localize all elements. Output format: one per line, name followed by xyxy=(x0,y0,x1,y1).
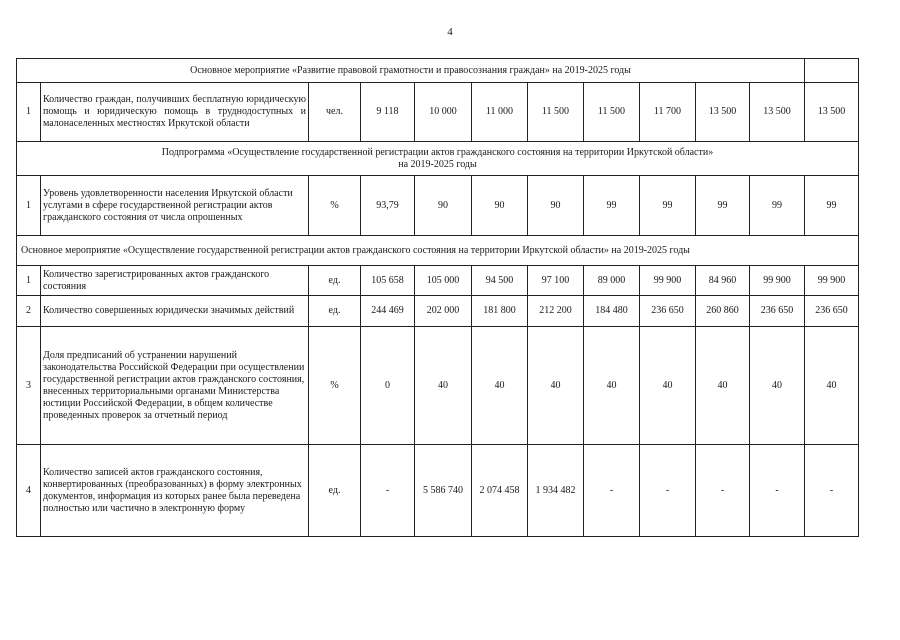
value-cell: 184 480 xyxy=(584,296,640,327)
value-cell: 99 xyxy=(805,176,859,236)
value-cell: 212 200 xyxy=(528,296,584,327)
section-title-line: на 2019-2025 годы xyxy=(398,158,477,170)
value-cell: - xyxy=(640,445,696,537)
unit-cell: чел. xyxy=(309,83,361,142)
indicator-name: Количество граждан, получивших бесплатную юридическую помощь и юридическую помощь в труднодоступных и малонаселенных местностях Иркутской области xyxy=(41,83,309,142)
row-number: 4 xyxy=(17,445,41,537)
value-cell: 1 934 482 xyxy=(528,445,584,537)
value-cell: 13 500 xyxy=(696,83,750,142)
value-cell: 13 500 xyxy=(805,83,859,142)
value-cell: 90 xyxy=(472,176,528,236)
value-cell: 236 650 xyxy=(640,296,696,327)
value-cell: 94 500 xyxy=(472,266,528,296)
value-cell: 0 xyxy=(361,327,415,445)
value-cell: 40 xyxy=(750,327,805,445)
section-title-row xyxy=(17,59,859,83)
value-cell: 97 100 xyxy=(528,266,584,296)
indicator-name: Доля предписаний об устранении нарушений законодательства Российской Федерации при осуществлении государственной регистрации актов гражданского состояния, внесенных территориальными органами Министерства юстиции Российской Федерации, в общем количестве проведенных проверок за отчетный период xyxy=(41,327,309,445)
value-cell: 5 586 740 xyxy=(415,445,472,537)
value-cell: 40 xyxy=(696,327,750,445)
value-cell: 236 650 xyxy=(750,296,805,327)
table-row xyxy=(17,445,859,537)
unit-cell: ед. xyxy=(309,296,361,327)
indicator-name: Количество зарегистрированных актов гражданского состояния xyxy=(41,266,309,296)
value-cell: 105 658 xyxy=(361,266,415,296)
indicators-table xyxy=(16,58,859,537)
value-cell: - xyxy=(361,445,415,537)
value-cell: 105 000 xyxy=(415,266,472,296)
value-cell: 260 860 xyxy=(696,296,750,327)
value-cell: - xyxy=(750,445,805,537)
indicator-name: Количество записей актов гражданского состояния, конвертированных (преобразованных) в форму электронных документов, информация из которых ранее была переведена полностью или частично в электронную форму xyxy=(41,445,309,537)
row-number: 1 xyxy=(17,176,41,236)
table-row xyxy=(17,176,859,236)
row-number: 1 xyxy=(17,83,41,142)
section-title: Основное мероприятие «Осуществление государственной регистрации актов гражданского состояния на территории Иркутской области» на 2019-2025 годы xyxy=(17,236,859,266)
value-cell: 202 000 xyxy=(415,296,472,327)
value-cell: 99 xyxy=(584,176,640,236)
table-row xyxy=(17,327,859,445)
page-number: 4 xyxy=(447,26,453,38)
value-cell: 40 xyxy=(584,327,640,445)
value-cell: 11 500 xyxy=(528,83,584,142)
unit-cell: ед. xyxy=(309,445,361,537)
section-title-row xyxy=(17,236,859,266)
section-title: Основное мероприятие «Развитие правовой грамотности и правосознания граждан» на 2019-2025 годы xyxy=(17,59,805,83)
value-cell: 11 000 xyxy=(472,83,528,142)
value-cell: 13 500 xyxy=(750,83,805,142)
empty-cell xyxy=(805,59,859,83)
value-cell: 89 000 xyxy=(584,266,640,296)
value-cell: 40 xyxy=(415,327,472,445)
section-title-row xyxy=(17,142,859,176)
value-cell: 99 xyxy=(696,176,750,236)
row-number: 3 xyxy=(17,327,41,445)
value-cell: 10 000 xyxy=(415,83,472,142)
value-cell: 181 800 xyxy=(472,296,528,327)
value-cell: - xyxy=(805,445,859,537)
unit-cell: % xyxy=(309,176,361,236)
value-cell: 90 xyxy=(415,176,472,236)
value-cell: 244 469 xyxy=(361,296,415,327)
indicator-name: Уровень удовлетворенности населения Иркутской области услугами в сфере государственной регистрации актов гражданского состояния от числа опрошенных xyxy=(41,176,309,236)
value-cell: 93,79 xyxy=(361,176,415,236)
value-cell: 236 650 xyxy=(805,296,859,327)
unit-cell: ед. xyxy=(309,266,361,296)
value-cell: - xyxy=(696,445,750,537)
value-cell: 40 xyxy=(528,327,584,445)
table-row xyxy=(17,296,859,327)
value-cell: 99 900 xyxy=(750,266,805,296)
row-number: 2 xyxy=(17,296,41,327)
value-cell: 90 xyxy=(528,176,584,236)
value-cell: 11 500 xyxy=(584,83,640,142)
unit-cell: % xyxy=(309,327,361,445)
value-cell: 9 118 xyxy=(361,83,415,142)
value-cell: 40 xyxy=(805,327,859,445)
value-cell: 99 xyxy=(750,176,805,236)
value-cell: 40 xyxy=(472,327,528,445)
row-number: 1 xyxy=(17,266,41,296)
value-cell: 2 074 458 xyxy=(472,445,528,537)
table-row xyxy=(17,266,859,296)
indicator-name: Количество совершенных юридически значимых действий xyxy=(41,296,309,327)
value-cell: 11 700 xyxy=(640,83,696,142)
value-cell: 99 900 xyxy=(640,266,696,296)
value-cell: 40 xyxy=(640,327,696,445)
value-cell: 84 960 xyxy=(696,266,750,296)
table-row xyxy=(17,83,859,142)
value-cell: 99 900 xyxy=(805,266,859,296)
value-cell: - xyxy=(584,445,640,537)
value-cell: 99 xyxy=(640,176,696,236)
section-title-line: Подпрограмма «Осуществление государственной регистрации актов гражданского состояния на территории Иркутской области» xyxy=(161,146,714,158)
section-title xyxy=(17,142,859,176)
